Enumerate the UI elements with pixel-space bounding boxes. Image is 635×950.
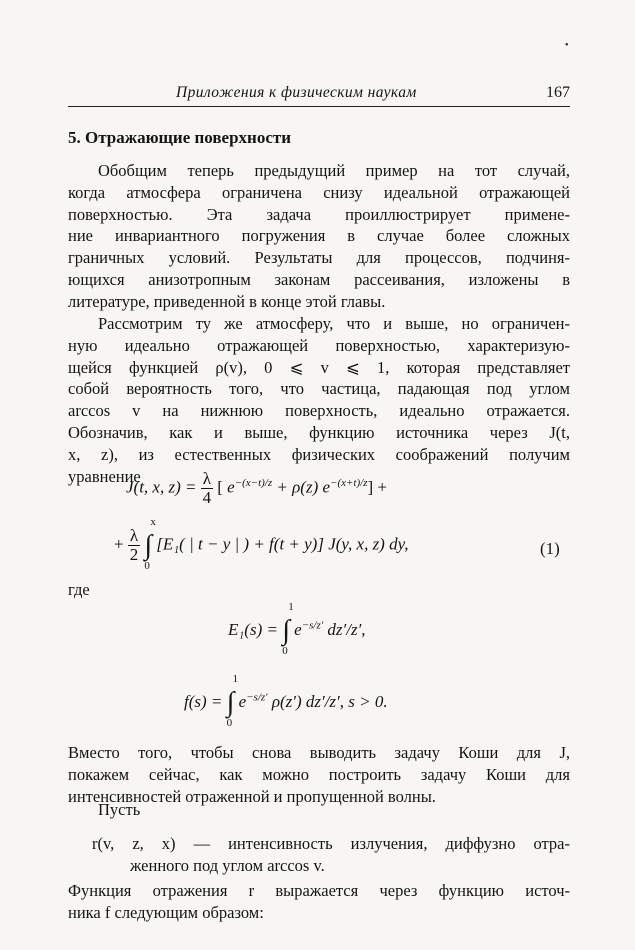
- eq1-exp-base-2: e: [322, 477, 331, 497]
- eq1-bracket-close: ] +: [367, 477, 387, 497]
- text-line: ние инвариантного погружения в случае более сложных: [68, 226, 570, 246]
- text-line: Рассмотрим ту же атмосферу, что и выше, но ограничен-: [98, 314, 570, 333]
- eq1-plus-rho: + ρ(z): [276, 477, 319, 497]
- text-line: поверхностью. Эта задача проиллюстрирует примене-: [68, 204, 570, 224]
- f-lhs: f(s) =: [184, 691, 223, 711]
- eq1-lhs: J(t, x, z) =: [126, 477, 197, 497]
- equation-1-line-2: [114, 515, 409, 572]
- eq1-frac-num: λ: [202, 469, 211, 488]
- eq1-exponent-1: −(x−t)/z: [234, 476, 273, 489]
- section-title: 5. Отражающие поверхности: [68, 128, 292, 147]
- eq1b-integrand: [E₁( | t − y | ) + f(t + y)] J(y, x, z) dy,: [156, 534, 409, 554]
- integral-lower-limit: 0: [144, 559, 150, 572]
- running-header: [68, 84, 570, 107]
- text-line: Вместо того, чтобы снова выводить задачу Коши для J,: [68, 743, 570, 762]
- equation-e1: [228, 601, 366, 657]
- text-line: покажем сейчас, как можно построить задачу Коши для: [68, 764, 570, 784]
- integral-sign: ∫ x 0: [144, 515, 156, 572]
- text-line: граничных условий. Результаты для процессов, подчиня-: [68, 248, 570, 268]
- eq1-exponent-2: −(x+t)/z: [330, 476, 368, 489]
- running-header-title: Приложения к физическим наукам: [176, 84, 417, 101]
- eq1b-frac-den: 2: [129, 545, 139, 564]
- where-word: где: [68, 580, 90, 599]
- integral-sign: ∫ 1 0: [282, 601, 294, 657]
- text-line: x, z), из естественных физических соображений получим: [68, 444, 570, 464]
- corner-mark: •: [565, 40, 569, 51]
- equation-1-line-1: [126, 470, 387, 507]
- eq1-fraction: [201, 470, 213, 507]
- text-line: ющихся анизотропным законам рассеивания, изложены в: [68, 269, 570, 289]
- integral-upper-limit: 1: [232, 673, 239, 685]
- integral-upper-limit: x: [150, 515, 156, 528]
- paragraph-3: [68, 742, 570, 807]
- eq1b-frac-num: λ: [129, 526, 139, 545]
- integral-sign: ∫ 1 0: [226, 673, 239, 729]
- text-line: собой вероятность того, что частица, падающая под углом: [68, 379, 570, 399]
- eq1b-fraction: [128, 527, 140, 564]
- e1-lhs: E₁(s) =: [228, 619, 278, 639]
- text-line: Обозначив, как и выше, функцию источника через J(t,: [68, 422, 570, 442]
- text-line: ную идеально отражающей поверхностью, характеризую-: [68, 335, 570, 355]
- paragraph-4: [68, 880, 570, 924]
- text-line: arccos v на нижнюю поверхность, идеально отражается.: [68, 401, 570, 421]
- definition: [92, 833, 570, 877]
- e1-rest: dz′/z′,: [327, 619, 366, 639]
- text-line: литературе, приведенной в конце этой главы.: [68, 291, 386, 311]
- page-number: 167: [546, 84, 570, 101]
- equation-f: [184, 673, 388, 729]
- e1-exp-base: e: [294, 619, 302, 639]
- f-exp-base: e: [238, 691, 247, 711]
- text-line: интенсивностей отраженной и пропущенной волны.: [68, 786, 436, 806]
- eq1b-plus: +: [114, 534, 124, 554]
- text-line: женного под углом arccos v.: [130, 855, 325, 875]
- text-line: щейся функцией ρ(v), 0 ⩽ v ⩽ 1, которая представляет: [68, 357, 570, 377]
- equation-number: (1): [540, 539, 560, 558]
- eq1-exp-base-1: e: [227, 477, 235, 497]
- text-line: r(v, z, x) — интенсивность излучения, диффузно отра-: [92, 834, 570, 853]
- integral-lower-limit: 0: [226, 717, 233, 729]
- text-line: ника f следующим образом:: [68, 902, 264, 922]
- text-line: когда атмосфера ограничена снизу идеальной отражающей: [68, 182, 570, 202]
- let-word: Пусть: [98, 800, 141, 819]
- integral-lower-limit: 0: [282, 645, 288, 657]
- text-line: Обобщим теперь предыдущий пример на тот случай,: [98, 161, 570, 180]
- paragraph-2: [68, 313, 570, 487]
- e1-exponent: −s/z′: [301, 619, 324, 632]
- paragraph-1: [68, 160, 570, 313]
- f-exponent: −s/z′: [246, 691, 268, 704]
- eq1-bracket-open: [: [217, 477, 223, 497]
- text-line: Функция отражения r выражается через функцию источ-: [68, 881, 570, 900]
- eq1-frac-den: 4: [202, 488, 212, 507]
- text-line: уравнение: [68, 466, 141, 486]
- integral-upper-limit: 1: [288, 601, 294, 613]
- f-rest: ρ(z′) dz′/z′, s > 0.: [271, 691, 388, 711]
